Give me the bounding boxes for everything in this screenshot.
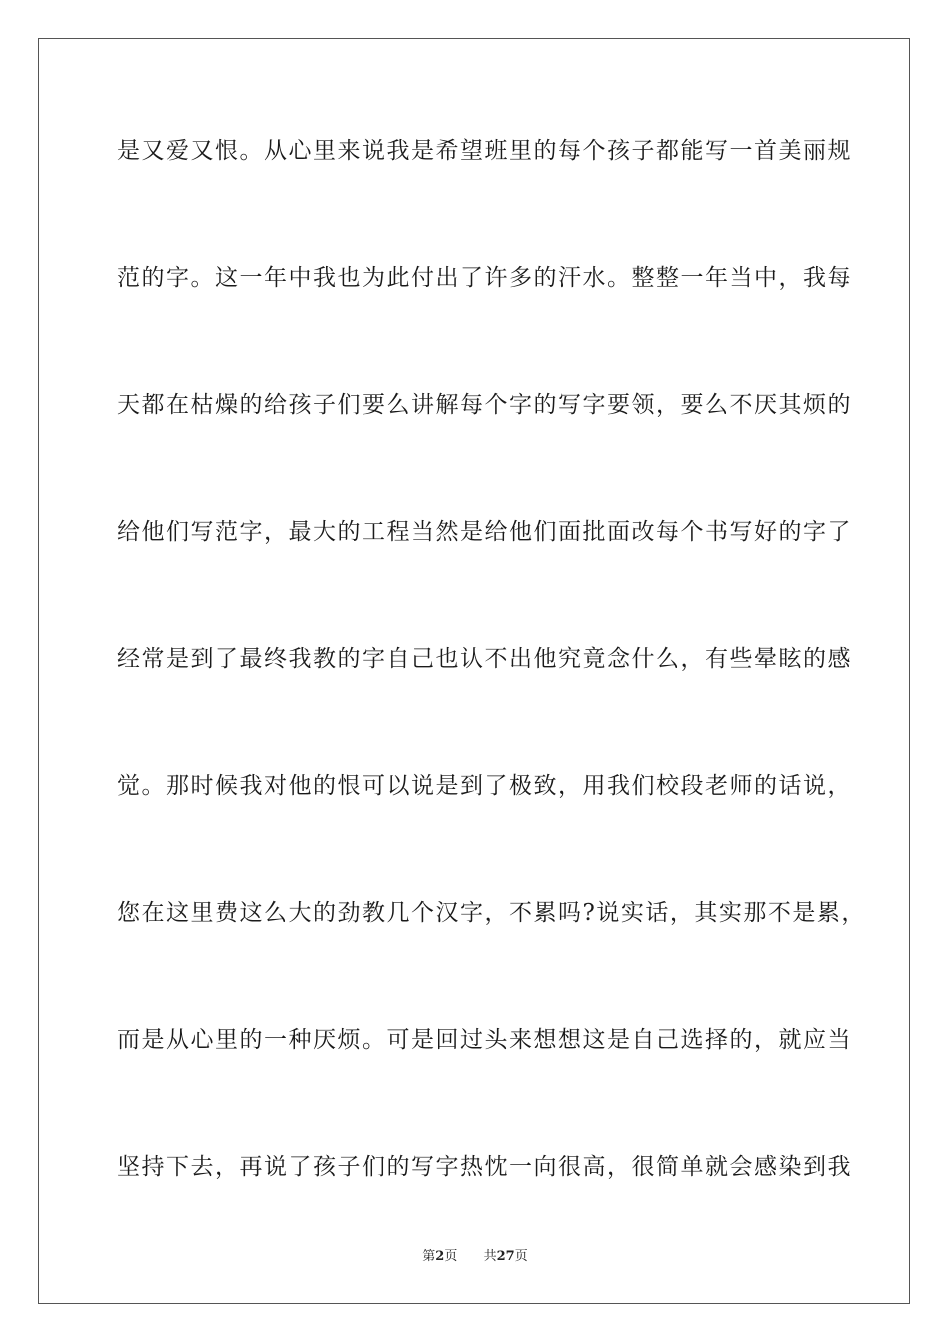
text-line-4: 给他们写范字，最大的工程当然是给他们面批面改每个书写好的字了 xyxy=(117,519,852,545)
text-line-9: 坚持下去，再说了孩子们的写字热忱一向很高，很简单就会感染到我 xyxy=(117,1154,852,1180)
page-footer xyxy=(0,1245,950,1264)
total-pages-indicator xyxy=(484,1249,528,1264)
total-suffix: 页 xyxy=(514,1249,528,1264)
text-line-5: 经常是到了最终我教的字自己也认不出他究竟念什么，有些晕眩的感 xyxy=(117,646,852,672)
total-pages: 27 xyxy=(496,1249,515,1264)
text-line-8: 而是从心里的一种厌烦。可是回过头来想想这是自己选择的，就应当 xyxy=(117,1027,852,1053)
page-suffix: 页 xyxy=(444,1249,458,1264)
page-indicator xyxy=(422,1249,461,1264)
page-prefix: 第 xyxy=(422,1249,436,1264)
text-line-7: 您在这里费这么大的劲教几个汉字，不累吗?说实话，其实那不是累， xyxy=(117,900,866,926)
page-number: 2 xyxy=(435,1249,445,1264)
document-body xyxy=(117,123,866,1266)
text-line-1: 是又爱又恨。从心里来说我是希望班里的每个孩子都能写一首美丽规 xyxy=(117,138,852,164)
text-line-3: 天都在枯燥的给孩子们要么讲解每个字的写字要领，要么不厌其烦的 xyxy=(117,392,852,418)
total-prefix: 共 xyxy=(483,1249,497,1264)
text-line-6: 觉。那时候我对他的恨可以说是到了极致，用我们校段老师的话说， xyxy=(117,773,852,799)
text-line-2: 范的字。这一年中我也为此付出了许多的汗水。整整一年当中，我每 xyxy=(117,265,852,291)
